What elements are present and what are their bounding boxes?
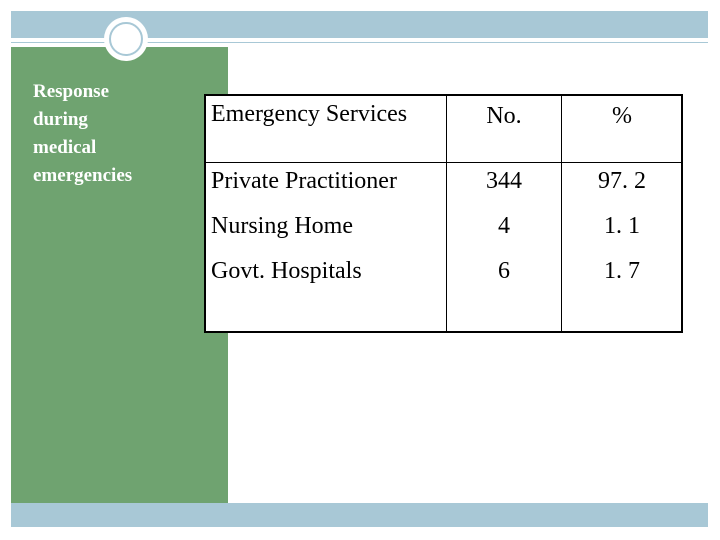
slide-title: Response during medical emergencies bbox=[33, 81, 133, 186]
table-row-percent: 1. 7 bbox=[604, 258, 640, 284]
bottom-accent-bar bbox=[11, 503, 708, 527]
header-rule bbox=[206, 162, 681, 163]
column-divider bbox=[446, 96, 447, 331]
table-row-percent: 97. 2 bbox=[598, 168, 646, 194]
table-row-count: 4 bbox=[498, 213, 510, 239]
table-row-percent: 1. 1 bbox=[604, 213, 640, 239]
header-cell-service: Emergency Services bbox=[211, 101, 408, 127]
ring-ornament-icon bbox=[104, 17, 148, 61]
data-table bbox=[204, 94, 683, 333]
table-row-service: Govt. Hospitals bbox=[211, 258, 362, 284]
table-row-service: Private Practitioner bbox=[211, 168, 397, 194]
table-row-count: 344 bbox=[486, 168, 522, 194]
header-cell-count: No. bbox=[486, 103, 522, 129]
header-cell-percent: % bbox=[612, 103, 632, 129]
table-row-count: 6 bbox=[498, 258, 510, 284]
column-divider bbox=[561, 96, 562, 331]
table-row-service: Nursing Home bbox=[211, 213, 353, 239]
